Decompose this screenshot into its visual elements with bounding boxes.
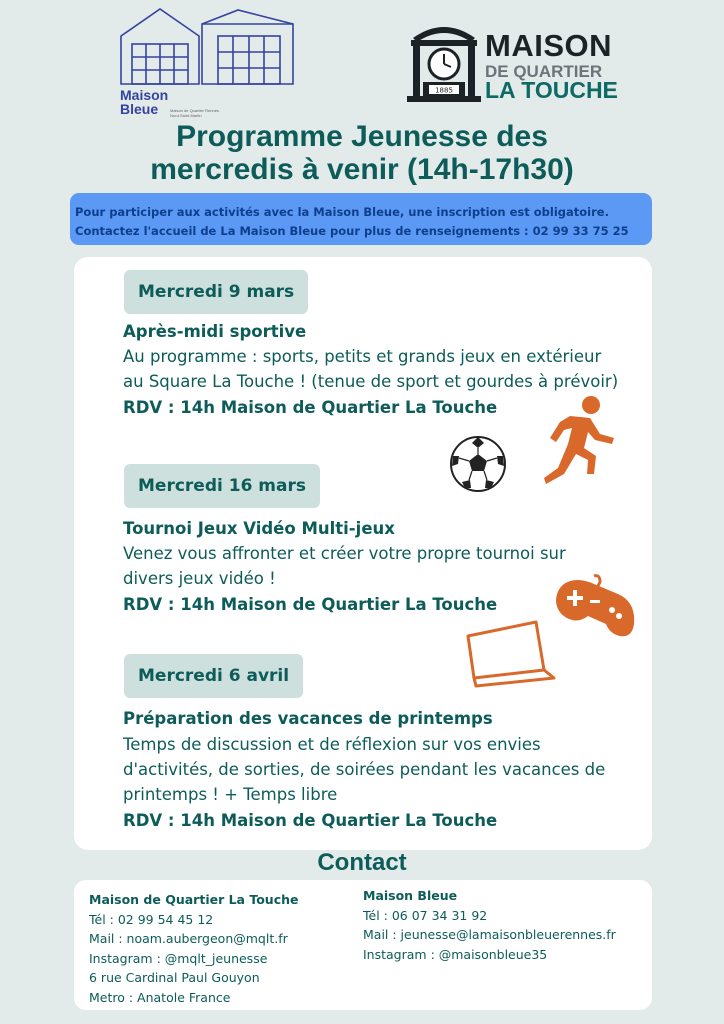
section-text: divers jeux vidéo !: [123, 569, 276, 588]
date-pill-6-avril: Mercredi 6 avril: [124, 654, 303, 698]
contact-phone: Tél : 02 99 54 45 12: [89, 911, 214, 927]
contact-mail: Mail : noam.aubergeon@mqlt.fr: [89, 931, 288, 946]
section-title-vacances: Préparation des vacances de printemps: [123, 709, 493, 728]
laptop-icon: [462, 618, 558, 690]
section-title-jeux-video: Tournoi Jeux Vidéo Multi-jeux: [123, 519, 395, 538]
section-text: d'activités, de sorties, de soirées pendant les vacances de: [123, 760, 606, 779]
contact-metro: Metro : Anatole France: [89, 989, 231, 1005]
clock-year: 1885: [435, 86, 453, 95]
soccer-ball-icon: [448, 434, 508, 494]
contact-address: 6 rue Cardinal Paul Gouyon: [89, 970, 260, 985]
contact-card: [74, 880, 652, 1010]
contact-la-touche: [89, 890, 299, 1007]
banner-line-1: Pour participer aux activités avec la Maison Bleue, une inscription est obligatoire.: [75, 205, 609, 219]
contact-name: Maison Bleue: [363, 888, 458, 903]
maison-bleue-wordmark: Maison Bleue: [120, 87, 169, 117]
contact-phone: Tél : 06 07 34 31 92: [363, 907, 488, 923]
date-pill-16-mars: Mercredi 16 mars: [124, 464, 320, 508]
maison-bleue-subtitle: Maison de Quartier Rennes Nord-Saint-Martin: [170, 108, 219, 118]
page-title: [0, 120, 724, 186]
logo-line-maison: MAISON: [485, 28, 612, 63]
section-text: Venez vous affronter et créer votre propre tournoi sur: [123, 544, 566, 563]
maison-bleue-logo: [118, 6, 298, 118]
section-text: Au programme : sports, petits et grands jeux en extérieur: [123, 347, 602, 366]
rdv-text: RDV : 14h Maison de Quartier La Touche: [123, 595, 498, 614]
contact-maison-bleue: [363, 886, 616, 964]
section-text: Temps de discussion et de réflexion sur vos envies: [123, 735, 541, 754]
banner-line-2: Contactez l'accueil de La Maison Bleue pour plus de renseignements : 02 99 33 75 25: [75, 224, 629, 238]
maison-bleue-building-icon: [118, 6, 298, 86]
registration-banner: [70, 193, 652, 245]
program-card: [74, 257, 652, 850]
contact-name: Maison de Quartier La Touche: [89, 892, 299, 907]
section-title-sport: Après-midi sportive: [123, 322, 307, 341]
runner-icon: [540, 394, 620, 486]
contact-instagram: Instagram : @maisonbleue35: [363, 946, 548, 962]
title-line-2: mercredis à venir (14h-17h30): [150, 153, 574, 186]
logo-line-de-quartier: DE QUARTIER: [485, 62, 603, 81]
section-text: au Square La Touche ! (tenue de sport et gourdes à prévoir): [123, 372, 619, 391]
section-text: printemps ! + Temps libre: [123, 785, 338, 804]
logo-line-la-touche: LA TOUCHE: [485, 77, 618, 103]
maison-quartier-logo: [405, 18, 618, 104]
title-line-1: Programme Jeunesse des: [176, 120, 548, 153]
contact-instagram: Instagram : @mqlt_jeunesse: [89, 950, 268, 966]
clock-tower-icon: [405, 18, 483, 104]
rdv-text: RDV : 14h Maison de Quartier La Touche: [123, 398, 498, 417]
contact-mail: Mail : jeunesse@lamaisonbleuerennes.fr: [363, 927, 616, 942]
contact-heading: Contact: [317, 849, 407, 876]
date-pill-9-mars: Mercredi 9 mars: [124, 270, 308, 314]
gamepad-icon: [554, 572, 638, 642]
rdv-text: RDV : 14h Maison de Quartier La Touche: [123, 811, 498, 830]
